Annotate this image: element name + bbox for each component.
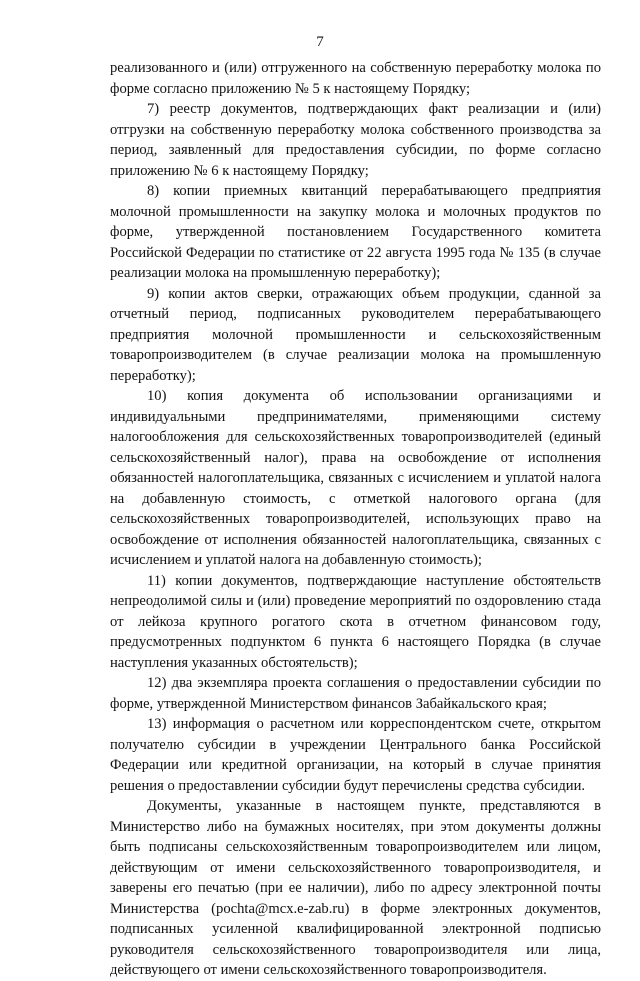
paragraph-item-12: 12) два экземпляра проекта соглашения о предоставлении субсидии по форме, утвержденной Министерством финансов Забайкальского края; <box>110 675 601 712</box>
paragraph-item-8: 8) копии приемных квитанций перерабатывающего предприятия молочной промышленности на закупку молока и молочных продуктов по форме, утвержденной постановлением Государственного комитета Российской Федерации по статистике от 22 августа 1995 года № 135 (в случае реализации молока на промышленную переработку); <box>110 183 601 281</box>
paragraph-item-10: 10) копия документа об использовании организациями и индивидуальными предпринимателями, применяющими систему налогообложения для сельскохозяйственных товаропроизводителей (единый сельскохозяйственный налог), права на освобождение от исполнения обязанностей налогоплательщика, связанных с исчислением и уплатой налога на добавленную стоимость, с отметкой налогового органа (для сельскохозяйственных товаропроизводителей, использующих право на освобождение от исполнения обязанностей налогоплательщика, связанных с исчислением и уплатой налога на добавленную стоимость); <box>110 388 601 568</box>
paragraph-continuation: реализованного и (или) отгруженного на собственную переработку молока по форме согласно приложению № 5 к настоящему Порядку; <box>110 60 601 97</box>
document-body <box>110 58 601 981</box>
paragraph-item-9: 9) копии актов сверки, отражающих объем продукции, сданной за отчетный период, подписанных руководителем перерабатывающего предприятия молочной промышленности и сельскохозяйственным товаропроизводителем (в случае реализации молока на промышленную переработку); <box>110 285 601 384</box>
paragraph-documents-submission: Документы, указанные в настоящем пункте, представляются в Министерство либо на бумажных носителях, при этом документы должны быть подписаны сельскохозяйственным товаропроизводителем или лицом, действующим от имени сельскохозяйственного товаропроизводителя, и заверены его печатью (при ее наличии), либо по адресу электронной почты Министерства (pochta@mcx.e-zab.ru) в форме электронных документов, подписанных усиленной квалифицированной электронной подписью руководителя сельскохозяйственного товаропроизводителя или лица, действующего от имени сельскохозяйственного товаропроизводителя. <box>110 798 601 978</box>
paragraph-item-11: 11) копии документов, подтверждающие наступление обстоятельств непреодолимой силы и (или) проведение мероприятий по оздоровлению стада от лейкоза крупного рогатого скота в отчетном финансовом году, предусмотренных подпунктом 6 пункта 6 настоящего Порядка (в случае наступления указанных обстоятельств); <box>110 572 601 671</box>
paragraph-item-7: 7) реестр документов, подтверждающих факт реализации и (или) отгрузки на собственную переработку молока собственного производства за период, заявленный для предоставления субсидии, по форме согласно приложению № 6 к настоящему Порядку; <box>110 101 601 179</box>
page-number: 7 <box>316 34 324 50</box>
paragraph-item-13: 13) информация о расчетном или корреспондентском счете, открытом получателю субсидии в учреждении Центрального банка Российской Федерации или кредитной организации, на который в случае принятия решения о предоставлении субсидии будут перечислены средства субсидии. <box>110 716 601 794</box>
